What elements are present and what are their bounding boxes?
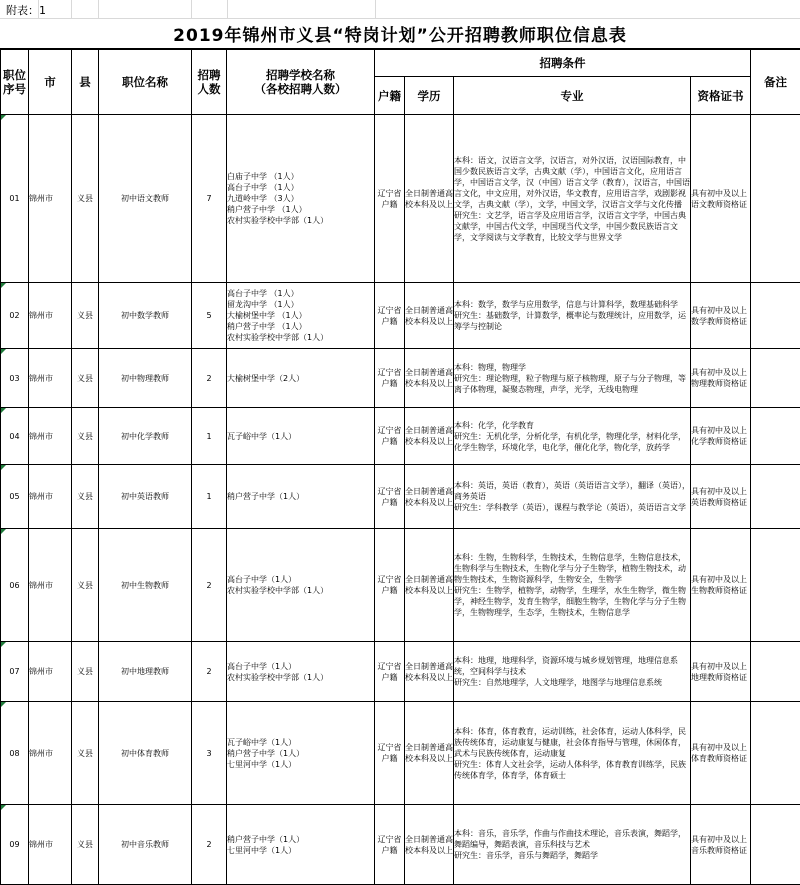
cell-count[interactable]: 7 bbox=[192, 115, 227, 283]
cell-education[interactable]: 全日制普通高校本科及以上 bbox=[405, 115, 454, 283]
cell-count[interactable]: 5 bbox=[192, 283, 227, 349]
cell-major[interactable]: 本科：化学，化学教育 研究生：无机化学，分析化学，有机化学，物理化学，材料化学，化学生物学，环境化学，电化学，催化化学，物化学，放药学 bbox=[454, 408, 691, 465]
cell-remark[interactable] bbox=[751, 805, 800, 885]
cell-schools[interactable]: 白庙子中学 （1人） 高台子中学 （1人） 九道岭中学 （3人） 稍户营子中学 （1人） 农村实验学校中学部（1人） bbox=[227, 115, 375, 283]
cell-schools[interactable]: 高台子中学（1人） 农村实验学校中学部（1人） bbox=[227, 642, 375, 702]
cell-certificate[interactable]: 具有初中及以上地理教师资格证 bbox=[691, 642, 751, 702]
cell-county[interactable]: 义县 bbox=[72, 529, 99, 642]
cell-position[interactable]: 初中数学教师 bbox=[99, 283, 192, 349]
cell-remark[interactable] bbox=[751, 283, 800, 349]
cell-comment-marker-icon bbox=[1, 702, 6, 707]
cell-seq-text: 07 bbox=[9, 667, 19, 676]
cell-huji[interactable]: 辽宁省户籍 bbox=[375, 115, 405, 283]
header-education: 学历 bbox=[405, 77, 454, 115]
cell-huji[interactable]: 辽宁省户籍 bbox=[375, 465, 405, 529]
cell-comment-marker-icon bbox=[1, 805, 6, 810]
table-row bbox=[1, 349, 800, 408]
cell-schools[interactable]: 瓦子峪中学（1人） bbox=[227, 408, 375, 465]
cell-position[interactable]: 初中物理教师 bbox=[99, 349, 192, 408]
cell-seq[interactable] bbox=[1, 465, 29, 529]
cell-certificate[interactable]: 具有初中及以上音乐教师资格证 bbox=[691, 805, 751, 885]
cell-seq-text: 08 bbox=[9, 749, 19, 758]
cell-comment-marker-icon bbox=[1, 115, 6, 120]
cell-major[interactable]: 本科：地理，地理科学，资源环境与城乡规划管理，地理信息系统，空间科学与技术 研究生：自然地理学，人文地理学，地图学与地理信息系统 bbox=[454, 642, 691, 702]
cell-position[interactable]: 初中生物教师 bbox=[99, 529, 192, 642]
cell-remark[interactable] bbox=[751, 642, 800, 702]
header-seq: 职位序号 bbox=[1, 50, 29, 115]
cell-education[interactable]: 全日制普通高校本科及以上 bbox=[405, 349, 454, 408]
cell-comment-marker-icon bbox=[1, 283, 6, 288]
page-title: 2019年锦州市义县“特岗计划”公开招聘教师职位信息表 bbox=[173, 21, 627, 46]
cell-remark[interactable] bbox=[751, 349, 800, 408]
cell-seq[interactable] bbox=[1, 702, 29, 805]
header-school: 招聘学校名称 （各校招聘人数） bbox=[227, 50, 375, 115]
header-city: 市 bbox=[29, 50, 72, 115]
table-row bbox=[1, 115, 800, 283]
cell-city[interactable]: 锦州市 bbox=[29, 283, 72, 349]
cell-city[interactable]: 锦州市 bbox=[29, 642, 72, 702]
cell-education[interactable]: 全日制普通高校本科及以上 bbox=[405, 408, 454, 465]
cell-count[interactable]: 2 bbox=[192, 642, 227, 702]
cell-major[interactable]: 本科：语文，汉语言文学，汉语言，对外汉语，汉语国际教育，中国少数民族语言文学，古典文献（学），中国语言文化，应用语言学，中国语言文学，汉（中国）语言文学（教育），汉语言，中国语言文化，中文应用，对外汉语，华文教育，应用语言学，戏剧影视文学，古典文献（学），文学，中国文学，汉语言文学与文化传播 研究生：文艺学，语言学及应用语言学，汉语言文字学，中国古典文献学，中国古代文学，中国现当代文学，中国少数民族语言文学，文学阅读与文学教育，比较文学与世界文学 bbox=[454, 115, 691, 283]
cell-schools[interactable]: 稍户营子中学（1人） bbox=[227, 465, 375, 529]
cell-schools[interactable]: 高台子中学（1人） 农村实验学校中学部（1人） bbox=[227, 529, 375, 642]
cell-certificate[interactable]: 具有初中及以上生物教师资格证 bbox=[691, 529, 751, 642]
header-position: 职位名称 bbox=[99, 50, 192, 115]
cell-position[interactable]: 初中语文教师 bbox=[99, 115, 192, 283]
header-remark: 备注 bbox=[751, 50, 800, 115]
cell-certificate[interactable]: 具有初中及以上语文教师资格证 bbox=[691, 115, 751, 283]
cell-seq-text: 09 bbox=[9, 840, 19, 849]
cell-comment-marker-icon bbox=[1, 349, 6, 354]
table-row bbox=[1, 529, 800, 642]
cell-county[interactable]: 义县 bbox=[72, 349, 99, 408]
cell-seq[interactable] bbox=[1, 115, 29, 283]
cell-remark[interactable] bbox=[751, 702, 800, 805]
cell-count[interactable]: 2 bbox=[192, 805, 227, 885]
cell-major[interactable]: 本科：体育，体育教育，运动训练，社会体育，运动人体科学，民族传统体育，运动康复与健康，社会体育指导与管理，休闲体育，武术与民族传统体育，运动康复 研究生：体育人文社会学，运动人体科学，体育教育训练学，民族传统体育学，体育学，体育硕士 bbox=[454, 702, 691, 805]
cell-remark[interactable] bbox=[751, 115, 800, 283]
cell-certificate[interactable]: 具有初中及以上英语教师资格证 bbox=[691, 465, 751, 529]
cell-county[interactable]: 义县 bbox=[72, 702, 99, 805]
annex-label: 附表：1 bbox=[6, 2, 46, 18]
cell-huji[interactable]: 辽宁省户籍 bbox=[375, 349, 405, 408]
cell-education[interactable]: 全日制普通高校本科及以上 bbox=[405, 283, 454, 349]
cell-position[interactable]: 初中化学教师 bbox=[99, 408, 192, 465]
cell-county[interactable]: 义县 bbox=[72, 283, 99, 349]
cell-count[interactable]: 2 bbox=[192, 349, 227, 408]
cell-seq-text: 04 bbox=[9, 432, 19, 441]
cell-education[interactable]: 全日制普通高校本科及以上 bbox=[405, 529, 454, 642]
cell-huji[interactable]: 辽宁省户籍 bbox=[375, 805, 405, 885]
table-row bbox=[1, 642, 800, 702]
cell-city[interactable]: 锦州市 bbox=[29, 465, 72, 529]
header-count: 招聘人数 bbox=[192, 50, 227, 115]
cell-seq-text: 05 bbox=[9, 492, 19, 501]
cell-comment-marker-icon bbox=[1, 642, 6, 647]
cell-major[interactable]: 本科：物理，物理学 研究生：理论物理，粒子物理与原子核物理，原子与分子物理，等离子体物理，凝聚态物理，声学，光学，无线电物理 bbox=[454, 349, 691, 408]
cell-position[interactable]: 初中地理教师 bbox=[99, 642, 192, 702]
cell-county[interactable]: 义县 bbox=[72, 642, 99, 702]
header-row-1 bbox=[1, 50, 800, 77]
cell-education[interactable]: 全日制普通高校本科及以上 bbox=[405, 642, 454, 702]
cell-huji[interactable]: 辽宁省户籍 bbox=[375, 642, 405, 702]
cell-major[interactable]: 本科：英语，英语（教育），英语（英语语言文学），翻译（英语），商务英语 研究生：学科教学（英语），课程与教学论（英语），英语语言文学 bbox=[454, 465, 691, 529]
table-row bbox=[1, 465, 800, 529]
cell-seq[interactable] bbox=[1, 529, 29, 642]
cell-remark[interactable] bbox=[751, 529, 800, 642]
cell-seq[interactable] bbox=[1, 805, 29, 885]
cell-seq-text: 02 bbox=[9, 311, 19, 320]
cell-major[interactable]: 本科：数学，数学与应用数学，信息与计算科学，数理基础科学 研究生：基础数学，计算数学，概率论与数理统计，应用数学，运筹学与控制论 bbox=[454, 283, 691, 349]
cell-huji[interactable]: 辽宁省户籍 bbox=[375, 408, 405, 465]
header-major: 专业 bbox=[454, 77, 691, 115]
cell-city[interactable]: 锦州市 bbox=[29, 115, 72, 283]
table-row bbox=[1, 408, 800, 465]
cell-count[interactable]: 1 bbox=[192, 408, 227, 465]
cell-comment-marker-icon bbox=[1, 465, 6, 470]
cell-schools[interactable]: 高台子中学 （1人） 留龙沟中学 （1人） 大榆树堡中学 （1人） 稍户营子中学 （1人） 农村实验学校中学部（1人） bbox=[227, 283, 375, 349]
title-row bbox=[0, 18, 800, 49]
cell-seq[interactable] bbox=[1, 349, 29, 408]
cell-schools[interactable]: 稍户营子中学（1人） 七里河中学（1人） bbox=[227, 805, 375, 885]
cell-remark[interactable] bbox=[751, 465, 800, 529]
cell-remark[interactable] bbox=[751, 408, 800, 465]
cell-major[interactable]: 本科：音乐，音乐学，作曲与作曲技术理论，音乐表演，舞蹈学，舞蹈编导，舞蹈表演，音乐科技与艺术 研究生：音乐学，音乐与舞蹈学，舞蹈学 bbox=[454, 805, 691, 885]
header-huji: 户籍 bbox=[375, 77, 405, 115]
cell-position[interactable]: 初中英语教师 bbox=[99, 465, 192, 529]
spreadsheet-top-row bbox=[0, 0, 800, 19]
table-row bbox=[1, 283, 800, 349]
cell-county[interactable]: 义县 bbox=[72, 805, 99, 885]
cell-seq[interactable] bbox=[1, 408, 29, 465]
cell-education[interactable]: 全日制普通高校本科及以上 bbox=[405, 805, 454, 885]
cell-seq-text: 06 bbox=[9, 581, 19, 590]
cell-county[interactable]: 义县 bbox=[72, 465, 99, 529]
cell-county[interactable]: 义县 bbox=[72, 408, 99, 465]
cell-comment-marker-icon bbox=[1, 529, 6, 534]
cell-certificate[interactable]: 具有初中及以上物理教师资格证 bbox=[691, 349, 751, 408]
cell-position[interactable]: 初中体育教师 bbox=[99, 702, 192, 805]
cell-seq-text: 01 bbox=[9, 194, 19, 203]
cell-city[interactable]: 锦州市 bbox=[29, 408, 72, 465]
table-row bbox=[1, 805, 800, 885]
header-county: 县 bbox=[72, 50, 99, 115]
cell-huji[interactable]: 辽宁省户籍 bbox=[375, 702, 405, 805]
cell-position[interactable]: 初中音乐教师 bbox=[99, 805, 192, 885]
cell-certificate[interactable]: 具有初中及以上化学教师资格证 bbox=[691, 408, 751, 465]
cell-seq[interactable] bbox=[1, 642, 29, 702]
cell-certificate[interactable]: 具有初中及以上数学教师资格证 bbox=[691, 283, 751, 349]
cell-seq[interactable] bbox=[1, 283, 29, 349]
table-body bbox=[1, 115, 800, 885]
cell-count[interactable]: 1 bbox=[192, 465, 227, 529]
cell-city[interactable]: 锦州市 bbox=[29, 529, 72, 642]
cell-seq-text: 03 bbox=[9, 374, 19, 383]
cell-huji[interactable]: 辽宁省户籍 bbox=[375, 283, 405, 349]
table-row bbox=[1, 702, 800, 805]
cell-certificate[interactable]: 具有初中及以上体育教师资格证 bbox=[691, 702, 751, 805]
cell-comment-marker-icon bbox=[1, 408, 6, 413]
cell-city[interactable]: 锦州市 bbox=[29, 805, 72, 885]
cell-county[interactable]: 义县 bbox=[72, 115, 99, 283]
cell-education[interactable]: 全日制普通高校本科及以上 bbox=[405, 702, 454, 805]
cell-major[interactable]: 本科：生物，生物科学，生物技术，生物信息学，生物信息技术，生物科学与生物技术，生物化学与分子生物学，植物生物技术，动物生物技术，生物资源科学，生物安全，生物学 研究生：生物学，植物学，动物学，生理学，水生生物学，微生物学，神经生物学，发育生物学，细胞生物学，生物化学与分子生物学，生物物理学，生态学，生物技术，生物信息学 bbox=[454, 529, 691, 642]
header-conditions: 招聘条件 bbox=[375, 50, 751, 77]
cell-schools[interactable]: 瓦子峪中学（1人） 稍户营子中学（1人） 七里河中学（1人） bbox=[227, 702, 375, 805]
header-certificate: 资格证书 bbox=[691, 77, 751, 115]
cell-count[interactable]: 3 bbox=[192, 702, 227, 805]
cell-huji[interactable]: 辽宁省户籍 bbox=[375, 529, 405, 642]
cell-city[interactable]: 锦州市 bbox=[29, 349, 72, 408]
cell-city[interactable]: 锦州市 bbox=[29, 702, 72, 805]
positions-table bbox=[0, 49, 800, 885]
cell-education[interactable]: 全日制普通高校本科及以上 bbox=[405, 465, 454, 529]
cell-schools[interactable]: 大榆树堡中学（2人） bbox=[227, 349, 375, 408]
cell-count[interactable]: 2 bbox=[192, 529, 227, 642]
